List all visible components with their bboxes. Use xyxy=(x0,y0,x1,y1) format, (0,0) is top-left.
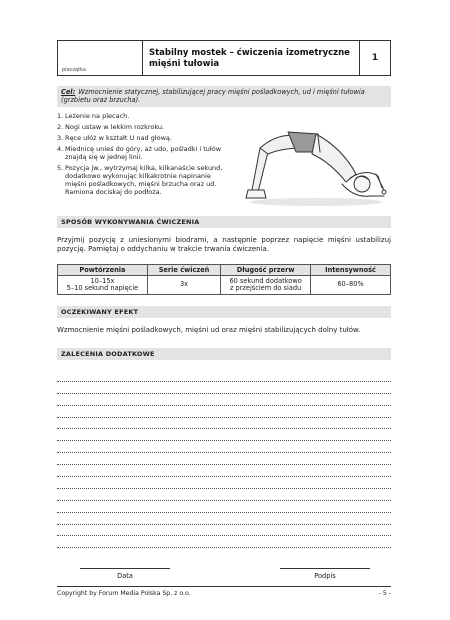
note-line[interactable] xyxy=(57,406,391,418)
stamp-cell xyxy=(58,41,143,75)
table-header-row xyxy=(58,265,391,276)
goal-label: Cel: xyxy=(61,88,76,96)
col-series: Serie ćwiczeń xyxy=(147,265,220,276)
col-repetitions: Powtórzenia xyxy=(58,265,148,276)
footer-copyright: Copyright by Forum Media Polska Sp. z o.o. xyxy=(57,590,191,597)
note-line[interactable] xyxy=(57,501,391,513)
note-line[interactable] xyxy=(57,429,391,441)
bridge-exercise-illustration-icon xyxy=(238,118,388,210)
date-line[interactable] xyxy=(80,568,170,569)
cell-repetitions: 10–15x 5–10 sekund napięcie xyxy=(58,276,148,295)
list-item: 3. Ręce ułóż w kształt U nad głową. xyxy=(57,134,172,142)
cell-series: 3x xyxy=(147,276,220,295)
notes-lines xyxy=(57,370,391,548)
note-line[interactable] xyxy=(57,477,391,489)
note-line[interactable] xyxy=(57,489,391,501)
goal-text: Wzmocnienie statycznej, stabilizującej pracy mięśni pośladkowych, ud i mięśni tułowia (grzbietu oraz brzucha). xyxy=(61,88,365,104)
list-item: 2. Nogi ustaw w lekkim rozkroku. xyxy=(57,123,165,131)
note-line[interactable] xyxy=(57,418,391,430)
note-line[interactable] xyxy=(57,382,391,394)
col-intensity: Intensywność xyxy=(311,265,391,276)
note-line[interactable] xyxy=(57,453,391,465)
signature-label: Podpis xyxy=(314,572,336,580)
note-line[interactable] xyxy=(57,513,391,525)
method-text: Przyjmij pozycję z uniesionymi biodrami, a następnie poprzez napięcie mięśni ustabilizuj pozycję. Pamiętaj o oddychaniu w trakcie trwania ćwiczenia. xyxy=(57,236,391,253)
date-label: Data xyxy=(117,572,133,580)
footer-divider xyxy=(57,586,391,587)
page-title: Stabilny mostek – ćwiczenia izometryczne mięśni tułowia xyxy=(143,41,360,75)
note-line[interactable] xyxy=(57,465,391,477)
effect-text: Wzmocnienie mięśni pośladkowych, mięśni ud oraz mięśni stabilizujących dolny tułów. xyxy=(57,326,361,334)
list-item: 5. Pozycja jw., wytrzymaj kilka, kilkanaście sekund, dodatkowo wykonując kilkakrotnie napinanie mięśni pośladkowych, mięśni brzucha oraz ud. Ramiona dociskaj do podłoża. xyxy=(57,164,223,196)
signature-line[interactable] xyxy=(280,568,370,569)
step-list xyxy=(57,112,229,199)
list-item: 1. Leżenie na plecach. xyxy=(57,112,130,120)
cell-break: 60 sekund dodatkowo z przejściem do siadu xyxy=(221,276,311,295)
note-line[interactable] xyxy=(57,441,391,453)
header-box xyxy=(57,40,391,76)
page-number: - 5 - xyxy=(378,590,391,597)
note-line[interactable] xyxy=(57,370,391,382)
note-line[interactable] xyxy=(57,525,391,537)
table-row xyxy=(58,276,391,295)
note-line[interactable] xyxy=(57,536,391,548)
method-section-header: SPOSÓB WYKONYWANIA ĆWICZENIA xyxy=(57,216,391,228)
col-break: Długość przerw xyxy=(221,265,311,276)
list-item: 4. Miednicę unieś do góry, aż udo, pośladki i tułów znajdą się w jednej linii. xyxy=(57,145,222,161)
note-line[interactable] xyxy=(57,394,391,406)
notes-section-header: ZALECENIA DODATKOWE xyxy=(57,348,391,360)
goal-bar xyxy=(57,86,391,107)
cell-intensity: 60–80% xyxy=(311,276,391,295)
effect-section-header: OCZEKIWANY EFEKT xyxy=(57,306,391,318)
parameters-table xyxy=(57,264,391,295)
stamp-label: pieczątka xyxy=(62,67,86,73)
exercise-number: 1 xyxy=(371,53,379,63)
